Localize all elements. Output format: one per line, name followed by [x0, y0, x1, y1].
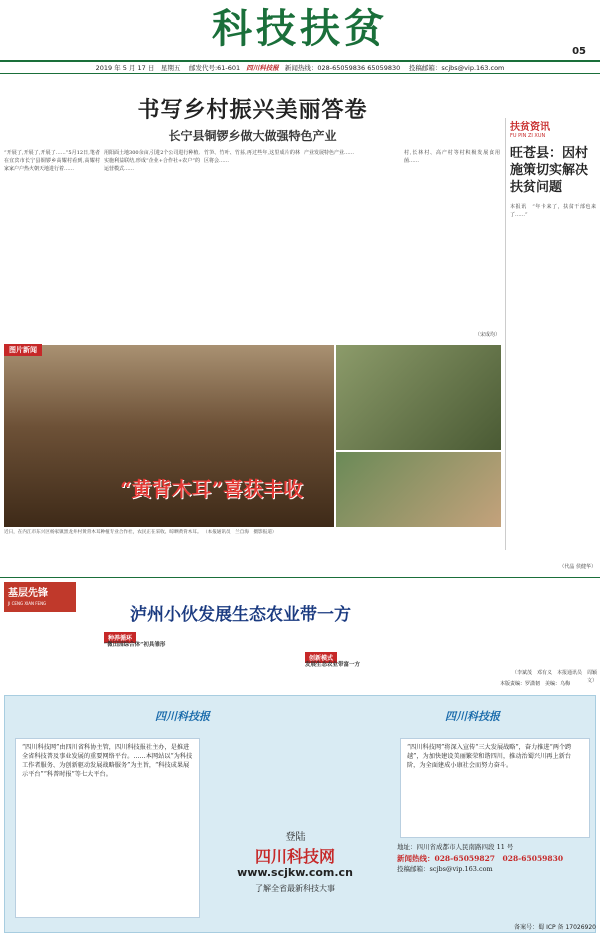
ad-slogan: 了解全省最新科技大事	[255, 884, 335, 893]
photo-drying-fungus	[336, 452, 501, 527]
sidebar-column-pinyin: FU PIN ZI XUN	[510, 133, 546, 139]
kicker-innovation-title: 发展生态农业带富一方	[305, 662, 361, 668]
section-divider	[0, 577, 600, 578]
submission-email: 投稿邮箱：scjbs@vip.163.com	[408, 64, 505, 72]
ad-paper-logo-1: 四川科技报	[155, 710, 210, 723]
section-title: 科技扶贫	[212, 6, 388, 52]
column-corner-label: 基层先锋	[8, 588, 48, 599]
ad-login-label: 登陆	[285, 832, 306, 843]
kicker-innovation: 创新模式	[305, 652, 337, 663]
lead-column-1: “开展了,开展了,开展了……”5月12日,笔者在宜宾市长宁县铜锣乡高耀村看到,高耀村家家户户热火朝天地进行着……	[4, 150, 100, 172]
lead-column-5: 村,长林村、高产村等村积极发展食用菌……	[404, 150, 500, 164]
ad-email: 投稿邮箱：scjbs@vip.163.com	[397, 865, 493, 873]
page-number: 05	[572, 46, 586, 57]
kicker-recycling-title: “微田园综合体”初具雏形	[104, 642, 166, 648]
photo-caption-text: 近日，在内江市东兴区杨家镇黑龙井村黄背木耳种植专业合作社，农民正在采收、晾晒黄背木耳。	[4, 530, 202, 535]
sidebar	[505, 118, 600, 570]
second-headline: 泸州小伙发展生态农业带一方	[130, 605, 351, 625]
sidebar-body: 本报讯 “年卡来了，扶贫干部也来了……”	[510, 204, 596, 218]
editor-credit: 本版责编：罗潇韧 美编：乌梅	[500, 681, 571, 687]
sidebar-byline: （代晶 侯健华）	[559, 564, 596, 570]
lead-column-4: 产业发展特色产业……	[304, 150, 355, 156]
info-bar	[0, 60, 600, 74]
paper-logo: 四川科技报	[246, 64, 279, 72]
ad-url-link[interactable]: www.scjkw.com.cn	[237, 866, 353, 879]
ad-paper-logo-2: 四川科技报	[445, 710, 500, 723]
photo-woman-harvest	[336, 345, 501, 450]
kicker-recycling: 种养循环	[104, 632, 136, 643]
ad-banner	[4, 695, 596, 933]
lead-subhead: 长宁县铜锣乡做大做强特色产业	[168, 129, 337, 143]
column-corner-pinyin: JI CENG XIAN FENG	[8, 601, 47, 606]
issue-date: 2019 年 5 月 17 日 星期五	[95, 64, 181, 72]
lead-column-2: 用阳面土地300余亩,引进2个公司进行种植,实施利益联结,形成“企业+合作社+农户”的运营模式……	[104, 150, 200, 172]
sidebar-headline: 旺苍县：因村施策切实解决扶贫问题	[510, 146, 589, 195]
lead-column-3: 竹笋、竹叶、竹荪,再过些年,这里成片的林区将会……	[204, 150, 300, 164]
ad-intro-text: “四川科技网”由四川省科协主管，四川科技报社主办，是推进全省科技普及事业发展的重要网络平台。……本网站以“为科技工作者服务、为创新驱动发展战略服务”为主旨，“科技成果展示平台”“科普时报”等七大平台。	[15, 738, 200, 918]
sidebar-column-label: 扶贫资讯	[510, 122, 550, 133]
ad-license: 备案号：蜀 ICP 备 17026920	[514, 924, 596, 931]
photo-news-title: “黄背木耳”喜获丰收	[120, 477, 304, 501]
issue-code: 邮发代号:61-601	[188, 64, 241, 72]
ad-contact	[397, 842, 592, 875]
second-byline: （李斌茂 邓有义 本报通讯员 周颖文）	[511, 670, 597, 684]
lead-headline: 书写乡村振兴美丽答卷	[137, 97, 368, 123]
photo-credit: （本报通讯员 兰自海 摄影报道）	[203, 530, 277, 535]
news-hotline: 新闻热线：028-65059836 65059830	[284, 64, 401, 72]
ad-site-name: 四川科技网	[254, 847, 335, 866]
ad-mission-text: “四川科技网”将深入宣传“三大发展战略”，奋力推进“两个跨越”，为加快建设美丽繁荣和谐四川，推动治蜀兴川再上新台阶，为全面建成小康社会而努力奋斗。	[400, 738, 590, 838]
ad-address: 地址：四川省成都市人民南路四段 11 号	[397, 843, 514, 851]
column-corner	[4, 582, 76, 612]
ad-hotline: 新闻热线：028-65059827 028-65059830	[397, 854, 564, 863]
photo-caption	[4, 530, 501, 537]
lead-byline: （宋成均）	[474, 332, 500, 338]
masthead	[0, 0, 600, 60]
photo-news-tag: 图片新闻	[4, 344, 42, 356]
